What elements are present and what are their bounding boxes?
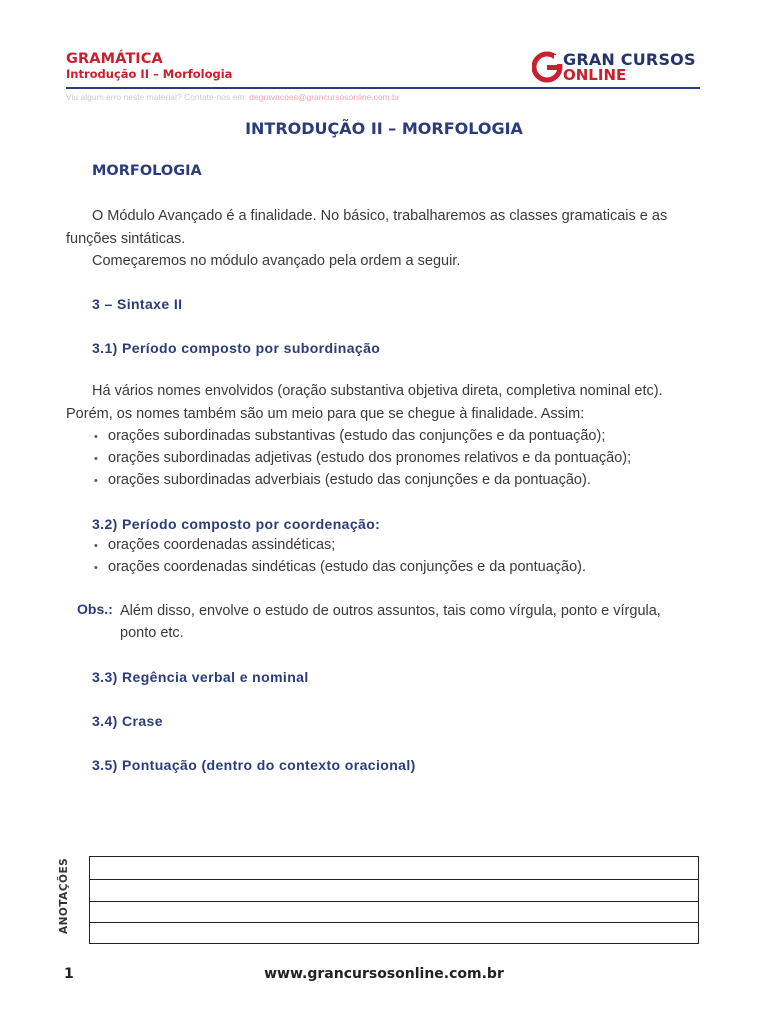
heading-3-5: 3.5) Pontuação (dentro do contexto oracional)	[92, 757, 416, 773]
bullet-icon: •	[94, 562, 98, 574]
website-link[interactable]: www.grancursosonline.com.br	[264, 966, 504, 982]
heading-3-4: 3.4) Crase	[92, 713, 163, 729]
obs-text	[120, 600, 661, 644]
heading-3-3: 3.3) Regência verbal e nominal	[92, 669, 309, 685]
heading-sintaxe: 3 – Sintaxe II	[92, 296, 183, 312]
bullet-icon: •	[94, 540, 98, 552]
page-header	[66, 48, 700, 84]
notes-line	[90, 879, 698, 880]
subject-title: GRAMÁTICA	[66, 51, 163, 67]
contact-email-link[interactable]: degravacoes@grancursosonline.com.br	[249, 92, 400, 102]
list-item: • orações subordinadas adjetivas (estudo dos pronomes relativos e da pontuação);	[94, 450, 632, 466]
obs-label: Obs.:	[77, 601, 113, 617]
notes-box[interactable]	[89, 856, 699, 944]
s31-line-2: Porém, os nomes também são um meio para que se chegue à finalidade. Assim:	[66, 406, 585, 422]
page-number: 1	[64, 966, 74, 982]
document-title: INTRODUÇÃO II – MORFOLOGIA	[245, 119, 523, 138]
list-item: • orações coordenadas assindéticas;	[94, 537, 336, 553]
logo-text-bottom: ONLINE	[563, 66, 627, 84]
section-heading: MORFOLOGIA	[92, 163, 202, 179]
list-item: • orações subordinadas adverbiais (estudo das conjunções e da pontuação).	[94, 472, 591, 488]
intro-line-2: funções sintáticas.	[66, 231, 186, 247]
heading-3-1: 3.1) Período composto por subordinação	[92, 340, 381, 356]
error-contact-note	[66, 92, 400, 102]
notes-label: ANOTAÇÕES	[58, 857, 70, 934]
notes-line	[90, 901, 698, 902]
bullet-icon: •	[94, 431, 98, 443]
notes-line	[90, 922, 698, 923]
bullet-icon: •	[94, 453, 98, 465]
intro-line-3: Começaremos no módulo avançado pela ordem a seguir.	[92, 253, 461, 269]
heading-3-2: 3.2) Período composto por coordenação:	[92, 516, 381, 532]
list-item: • orações subordinadas substantivas (estudo das conjunções e da pontuação);	[94, 428, 606, 444]
contact-text: Viu algum erro neste material? Contate-nos em:	[66, 92, 250, 102]
bullet-icon: •	[94, 475, 98, 487]
obs-line-2: ponto etc.	[120, 625, 184, 641]
logo-text-top: GRAN CURSOS	[563, 50, 696, 69]
header-divider	[66, 87, 700, 89]
list-item: • orações coordenadas sindéticas (estudo das conjunções e da pontuação).	[94, 559, 587, 575]
intro-line-1: O Módulo Avançado é a finalidade. No básico, trabalharemos as classes gramaticais e as	[92, 208, 668, 224]
logo-g-icon	[532, 50, 566, 84]
gran-cursos-logo[interactable]	[532, 50, 700, 84]
lesson-title: Introdução II – Morfologia	[66, 67, 233, 81]
obs-line-1: Além disso, envolve o estudo de outros assuntos, tais como vírgula, ponto e vírgula,	[120, 603, 661, 619]
s31-line-1: Há vários nomes envolvidos (oração substantiva objetiva direta, completiva nominal etc).	[92, 383, 663, 399]
